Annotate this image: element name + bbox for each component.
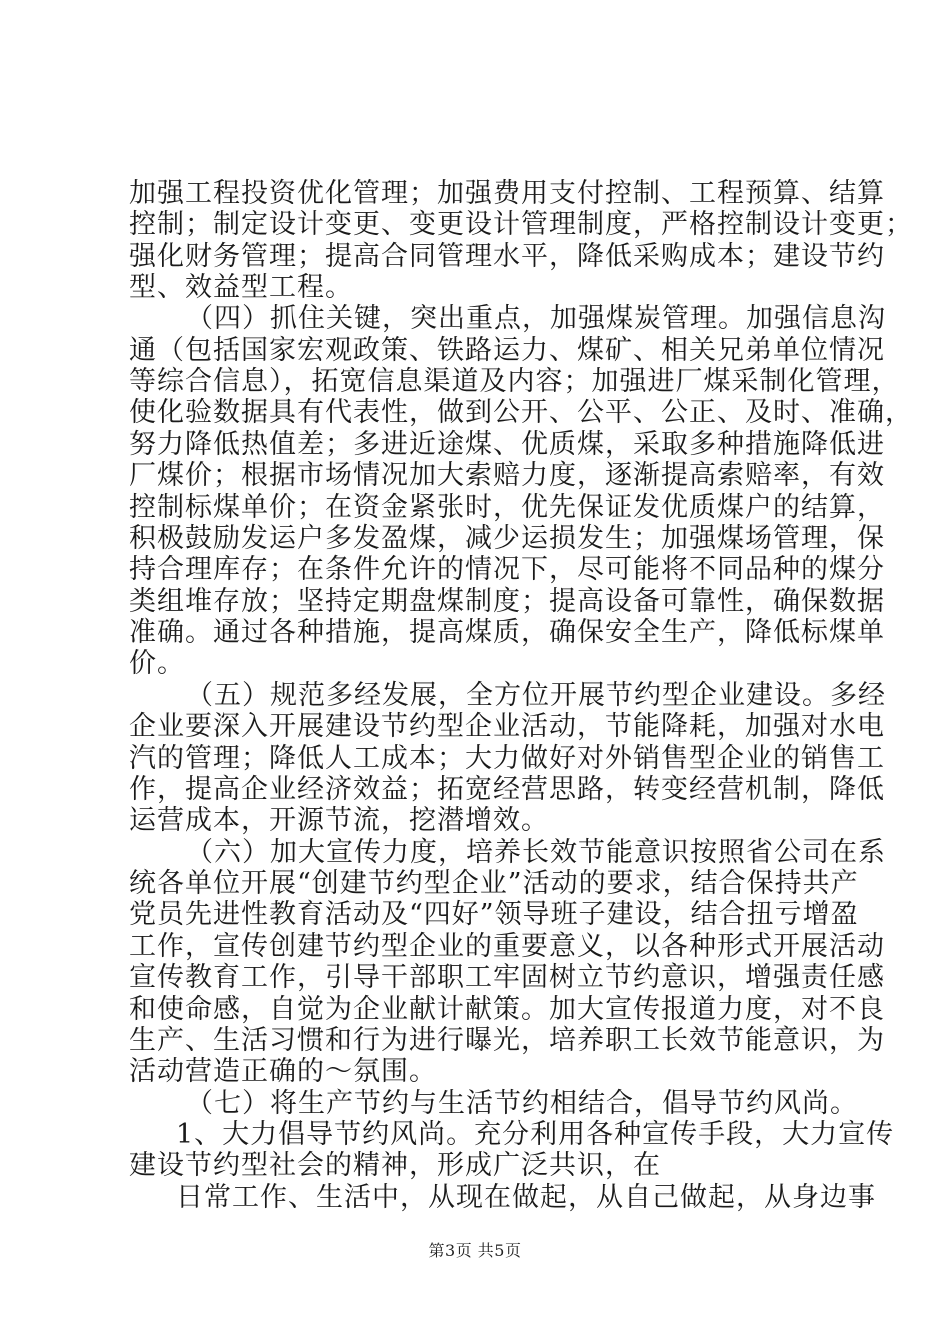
text-line: 和使命感，自觉为企业献计献策。加大宣传报道力度，对不良 [129,994,885,1025]
text-line: 控制标煤单价；在资金紧张时，优先保证发优质煤户的结算， [129,492,885,523]
text-line: 加强工程投资优化管理；加强费用支付控制、工程预算、结算 [129,178,885,209]
text-line: 建设节约型社会的精神，形成广泛共识，在 [129,1150,661,1181]
text-line: 型、效益型工程。 [129,272,353,303]
text-line: 通（包括国家宏观政策、铁路运力、煤矿、相关兄弟单位情况 [129,335,885,366]
text-line: 持合理库存；在条件允许的情况下，尽可能将不同品种的煤分 [129,554,885,585]
text-line: 统各单位开展“创建节约型企业”活动的要求，结合保持共产 [129,868,859,899]
text-line: 活动营造正确的～氛围。 [129,1056,437,1087]
text-line: 类组堆存放；坚持定期盘煤制度；提高设备可靠性，确保数据 [129,586,885,617]
text-line: 企业要深入开展建设节约型企业活动，节能降耗，加强对水电 [129,711,885,742]
text-line: 厂煤价；根据市场情况加大索赔力度，逐渐提高索赔率，有效 [129,460,885,491]
text-line: 使化验数据具有代表性，做到公开、公平、公正、及时、准确， [129,397,913,428]
text-line: 作，提高企业经济效益；拓宽经营思路，转变经营机制，降低 [129,774,885,805]
text-line: 控制；制定设计变更、变更设计管理制度，严格控制设计变更； [129,209,913,240]
text-line: 日常工作、生活中，从现在做起，从自己做起，从身边事 [176,1182,876,1213]
text-line: 努力降低热值差；多进近途煤、优质煤，采取多种措施降低进 [129,429,885,460]
paragraph-heading: （六）加大宣传力度，培养长效节能意识按照省公司在系 [186,837,886,868]
list-item: 1、大力倡导节约风尚。充分利用各种宣传手段，大力宣传 [176,1119,895,1150]
text-line: 积极鼓励发运户多发盈煤，减少运损发生；加强煤场管理，保 [129,523,885,554]
text-line: 宣传教育工作，引导干部职工牢固树立节约意识，增强责任感 [129,962,885,993]
text-line: 准确。通过各种措施，提高煤质，确保安全生产，降低标煤单 [129,617,885,648]
text-line: 生产、生活习惯和行为进行曝光，培养职工长效节能意识，为 [129,1025,885,1056]
text-line: 汽的管理；降低人工成本；大力做好对外销售型企业的销售工 [129,743,885,774]
text-line: 强化财务管理；提高合同管理水平，降低采购成本；建设节约 [129,241,885,272]
text-line: 等综合信息），拓宽信息渠道及内容；加强进厂煤采制化管理， [129,366,900,397]
text-line: 运营成本，开源节流，挖潜增效。 [129,805,549,836]
paragraph-heading: （四）抓住关键，突出重点，加强煤炭管理。加强信息沟 [186,303,886,334]
text-line: 党员先进性教育活动及“四好”领导班子建设，结合扭亏增盈 [129,899,859,930]
text-line: 工作，宣传创建节约型企业的重要意义，以各种形式开展活动 [129,931,885,962]
page-footer: 第3页 共5页 [428,1241,522,1260]
paragraph-heading: （七）将生产节约与生活节约相结合，倡导节约风尚。 [186,1088,858,1119]
text-line: 价。 [129,648,185,679]
paragraph-heading: （五）规范多经发展，全方位开展节约型企业建设。多经 [186,680,886,711]
